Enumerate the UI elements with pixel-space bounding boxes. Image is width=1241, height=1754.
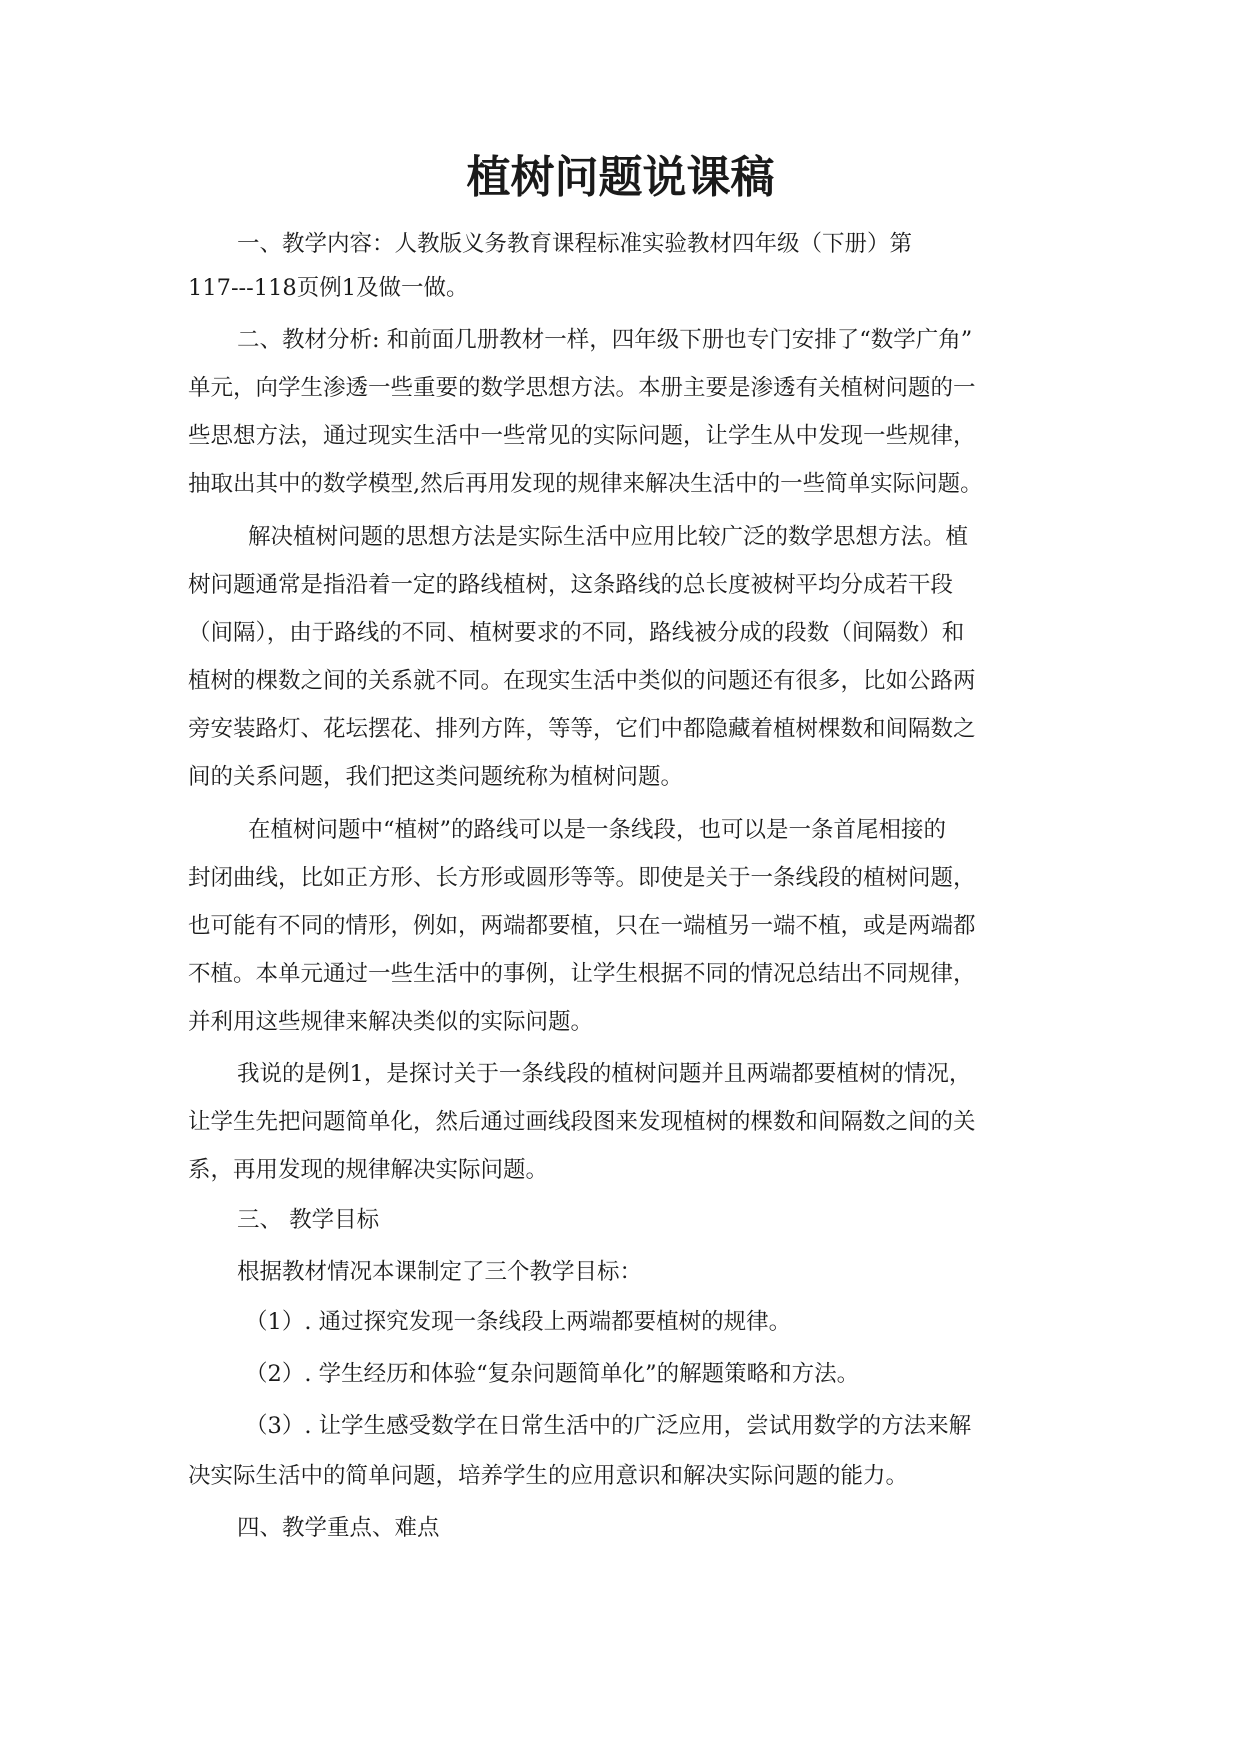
text-line: 抽取出其中的数学模型,然后再用发现的规律来解决生活中的一些简单实际问题。 [188, 471, 983, 497]
objective-item: （3）. 让学生感受数学在日常生活中的广泛应用，尝试用数学的方法来解 [245, 1413, 972, 1439]
text-line: 植树的棵数之间的关系就不同。在现实生活中类似的问题还有很多，比如公路两 [188, 668, 976, 694]
text-line: 117---118页例1及做一做。 [188, 275, 469, 301]
text-line: 决实际生活中的简单问题，培养学生的应用意识和解决实际问题的能力。 [188, 1463, 909, 1489]
text-line: 些思想方法，通过现实生活中一些常见的实际问题，让学生从中发现一些规律， [188, 423, 976, 449]
text-line: 树问题通常是指沿着一定的路线植树，这条路线的总长度被树平均分成若干段 [188, 572, 954, 598]
objective-item: （1）. 通过探究发现一条线段上两端都要植树的规律。 [245, 1309, 792, 1335]
text-line: 解决植树问题的思想方法是实际生活中应用比较广泛的数学思想方法。植 [248, 524, 969, 550]
document-title: 植树问题说课稿 [466, 152, 775, 203]
text-line: 根据教材情况本课制定了三个教学目标： [237, 1259, 643, 1285]
text-line: 我说的是例1，是探讨关于一条线段的植树问题并且两端都要植树的情况， [237, 1061, 972, 1087]
section-heading: 三、 教学目标 [237, 1207, 380, 1233]
text-line: 一、教学内容：人教版义务教育课程标准实验教材四年级（下册）第 [237, 231, 913, 257]
text-line: 并利用这些规律来解决类似的实际问题。 [188, 1009, 594, 1035]
text-line: 封闭曲线，比如正方形、长方形或圆形等等。即使是关于一条线段的植树问题， [188, 865, 976, 891]
text-line: 让学生先把问题简单化，然后通过画线段图来发现植树的棵数和间隔数之间的关 [188, 1109, 976, 1135]
objective-item: （2）. 学生经历和体验“复杂问题简单化”的解题策略和方法。 [245, 1361, 860, 1387]
text-line: 单元，向学生渗透一些重要的数学思想方法。本册主要是渗透有关植树问题的一 [188, 375, 976, 401]
text-line: 二、教材分析: 和前面几册教材一样，四年级下册也专门安排了“数学广角” [237, 327, 973, 353]
text-line: 间的关系问题，我们把这类问题统称为植树问题。 [188, 764, 684, 790]
section-heading: 四、教学重点、难点 [237, 1515, 440, 1541]
text-line: 也可能有不同的情形，例如，两端都要植，只在一端植另一端不植，或是两端都 [188, 913, 976, 939]
text-line: 系，再用发现的规律解决实际问题。 [188, 1157, 549, 1183]
text-line: 旁安装路灯、花坛摆花、排列方阵，等等，它们中都隐藏着植树棵数和间隔数之 [188, 716, 976, 742]
text-line: （间隔），由于路线的不同、植树要求的不同，路线被分成的段数（间隔数）和 [188, 620, 965, 646]
text-line: 在植树问题中“植树”的路线可以是一条线段，也可以是一条首尾相接的 [248, 817, 947, 843]
text-line: 不植。本单元通过一些生活中的事例，让学生根据不同的情况总结出不同规律， [188, 961, 976, 987]
